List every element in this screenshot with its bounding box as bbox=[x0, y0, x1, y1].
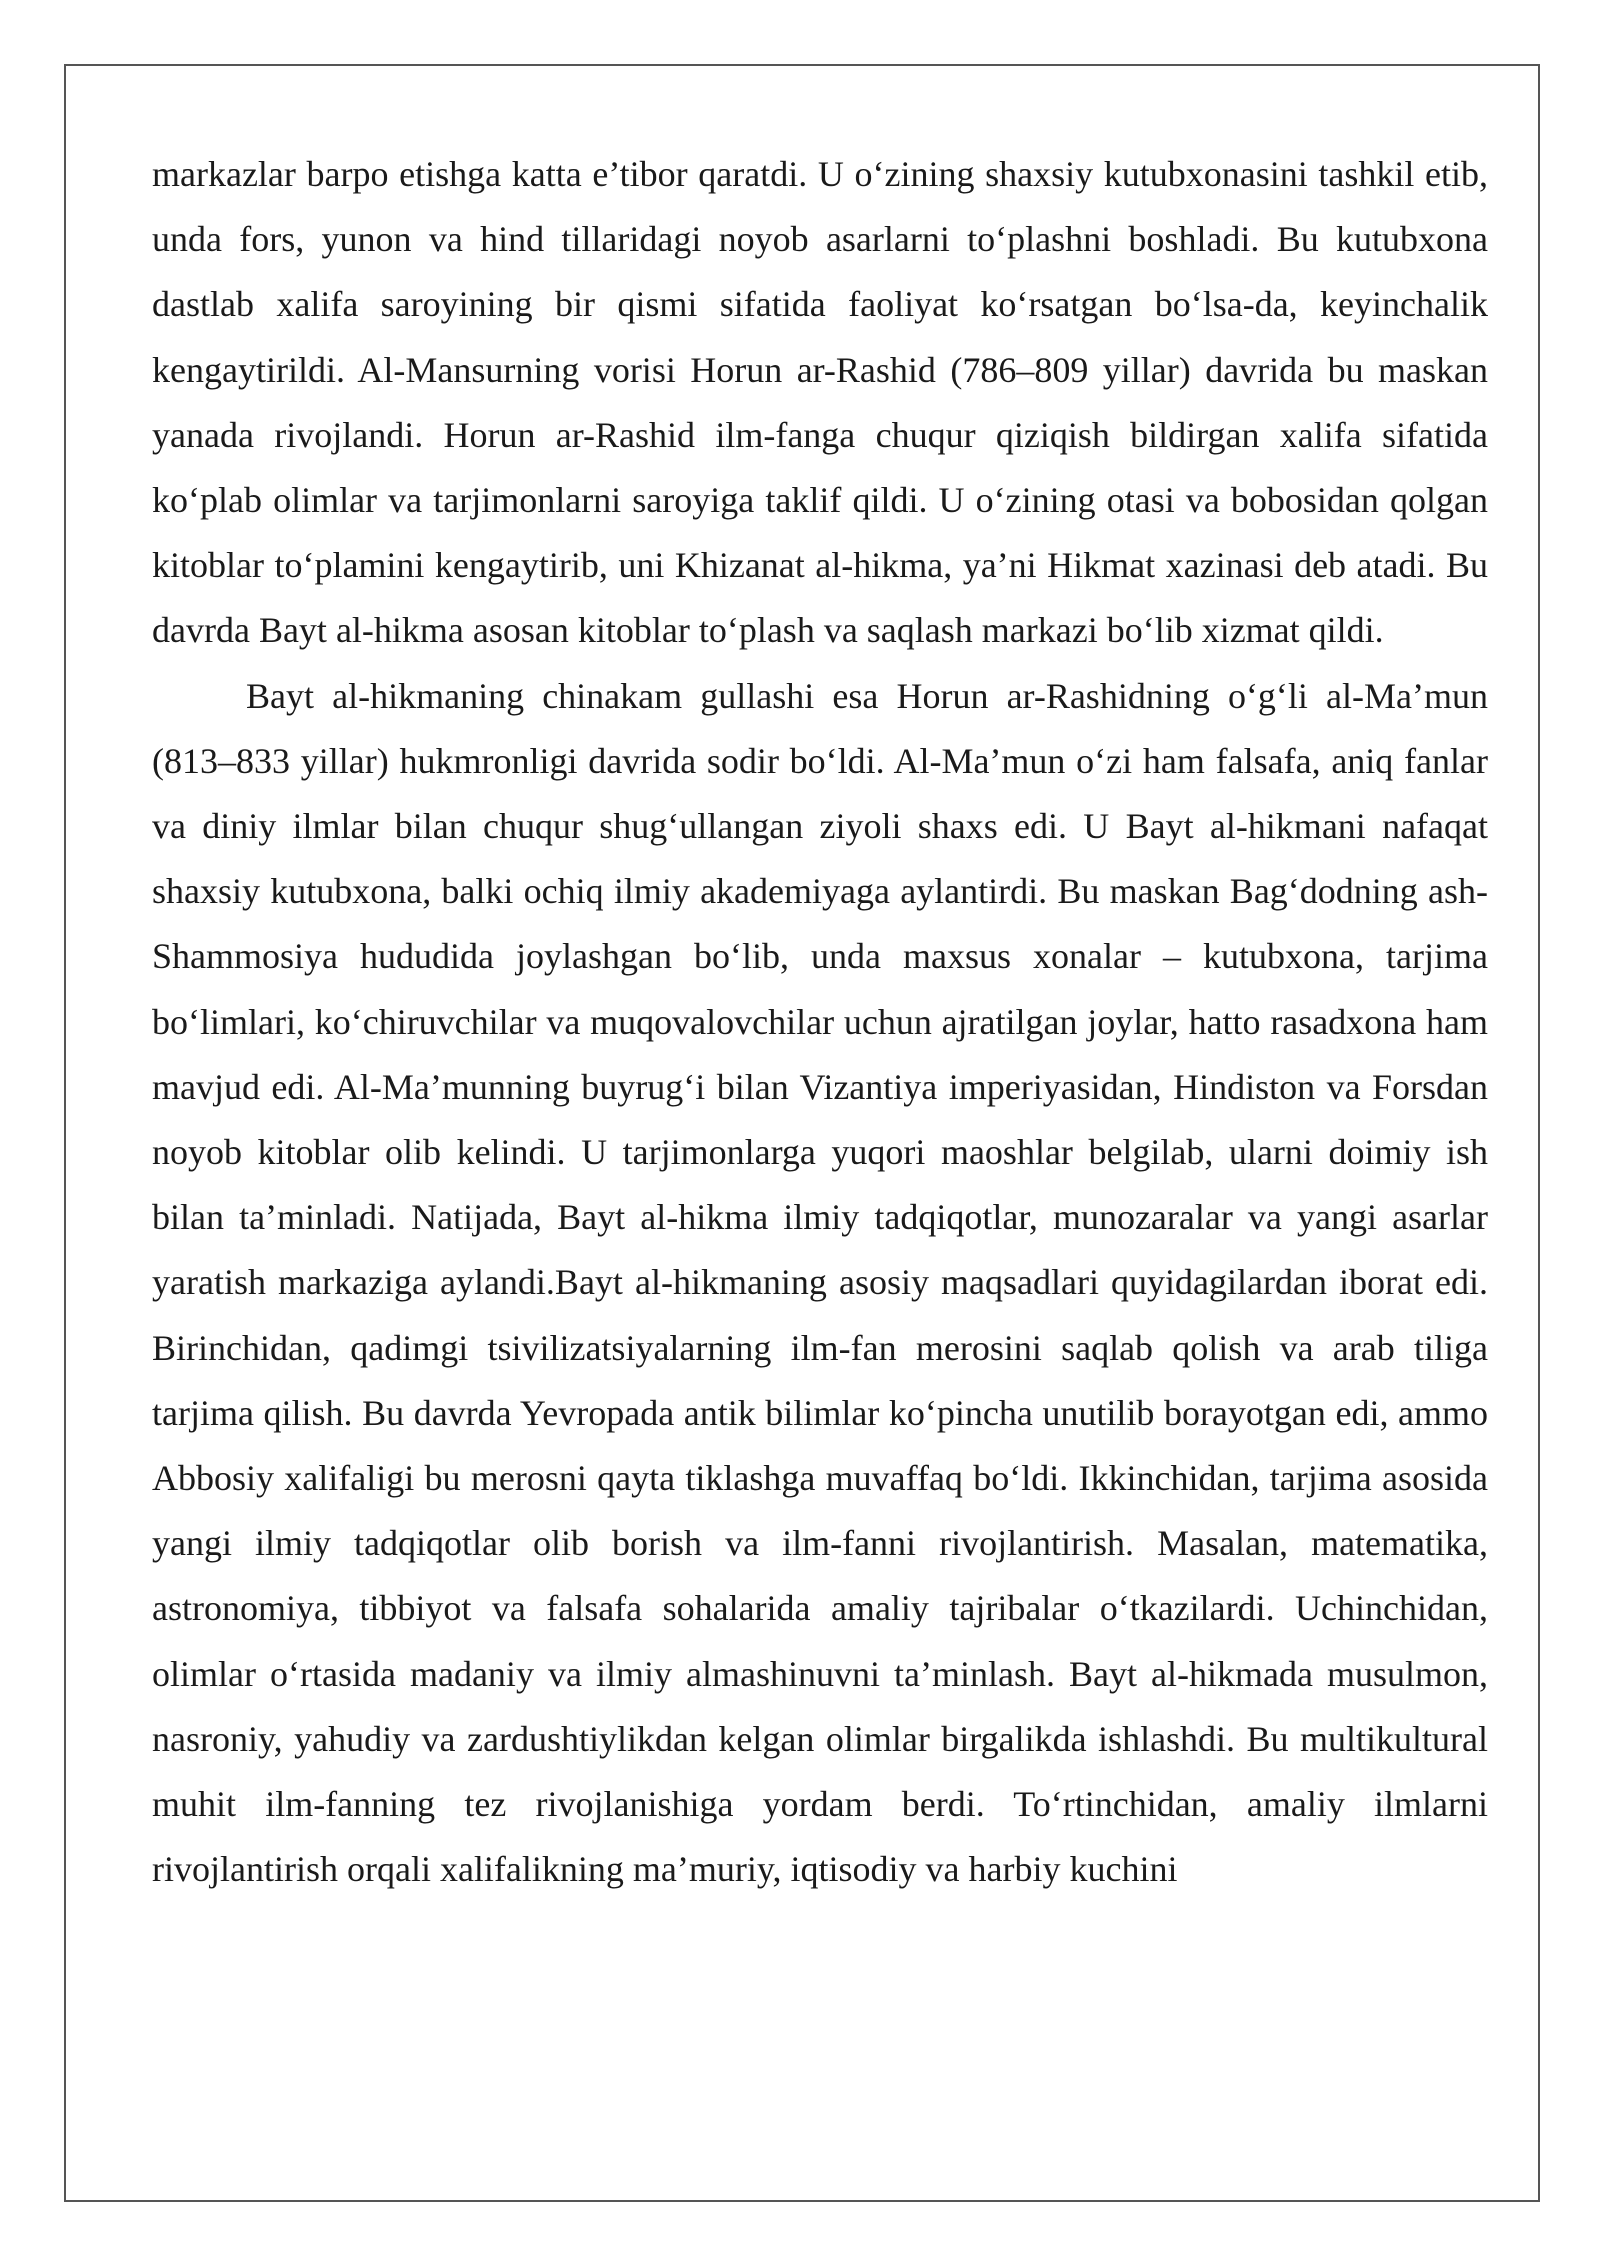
paragraph-continuation: markazlar barpo etishga katta e’tibor qaratdi. U o‘zining shaxsiy kutubxonasini tashkil etib, unda fors, yunon va hind tillaridagi noyob asarlarni to‘plashni boshladi. Bu kutubxona dastlab xalifa saroyining bir qismi sifatida faoliyat ko‘rsatgan bo‘lsa-da, keyinchalik kengaytirildi. Al-Mansurning vorisi Horun ar-Rashid (786–809 yillar) davrida bu maskan yanada rivojlandi. Horun ar-Rashid ilm-fanga chuqur qiziqish bildirgan xalifa sifatida ko‘plab olimlar va tarjimonlarni saroyiga taklif qildi. U o‘zining otasi va bobosidan qolgan kitoblar to‘plamini kengaytirib, uni Khizanat al-hikma, ya’ni Hikmat xazinasi deb atadi. Bu davrda Bayt al-hikma asosan kitoblar to‘plash va saqlash markazi bo‘lib xizmat qildi. bbox=[152, 154, 1488, 651]
document-body bbox=[152, 142, 1488, 1902]
paragraph-bayt-al-hikma: Bayt al-hikmaning chinakam gullashi esa Horun ar-Rashidning o‘g‘li al-Ma’mun (813–833 yillar) hukmronligi davrida sodir bo‘ldi. Al-Ma’mun o‘zi ham falsafa, aniq fanlar va diniy ilmlar bilan chuqur shug‘ullangan ziyoli shaxs edi. U Bayt al-hikmani nafaqat shaxsiy kutubxona, balki ochiq ilmiy akademiyaga aylantirdi. Bu maskan Bag‘dodning ash-Shammosiya hududida joylashgan bo‘lib, unda maxsus xonalar – kutubxona, tarjima bo‘limlari, ko‘chiruvchilar va muqovalovchilar uchun ajratilgan joylar, hatto rasadxona ham mavjud edi. Al-Ma’munning buyrug‘i bilan Vizantiya imperiyasidan, Hindiston va Forsdan noyob kitoblar olib kelindi. U tarjimonlarga yuqori maoshlar belgilab, ularni doimiy ish bilan ta’minladi. Natijada, Bayt al-hikma ilmiy tadqiqotlar, munozaralar va yangi asarlar yaratish markaziga aylandi.Bayt al-hikmaning asosiy maqsadlari quyidagilardan iborat edi. Birinchidan, qadimgi tsivilizatsiyalarning ilm-fan merosini saqlab qolish va arab tiliga tarjima qilish. Bu davrda Yevropada antik bilimlar ko‘pincha unutilib borayotgan edi, ammo Abbosiy xalifaligi bu merosni qayta tiklashga muvaffaq bo‘ldi. Ikkinchidan, tarjima asosida yangi ilmiy tadqiqotlar olib borish va ilm-fanni rivojlantirish. Masalan, matematika, astronomiya, tibbiyot va falsafa sohalarida amaliy tajribalar o‘tkazilardi. Uchinchidan, olimlar o‘rtasida madaniy va ilmiy almashinuvni ta’minlash. Bayt al-hikmada musulmon, nasroniy, yahudiy va zardushtiylikdan kelgan olimlar birgalikda ishlashdi. Bu multikultural muhit ilm-fanning tez rivojlanishiga yordam berdi. To‘rtinchidan, amaliy ilmlarni rivojlantirish orqali xalifalikning ma’muriy, iqtisodiy va harbiy kuchini bbox=[152, 675, 1488, 1890]
